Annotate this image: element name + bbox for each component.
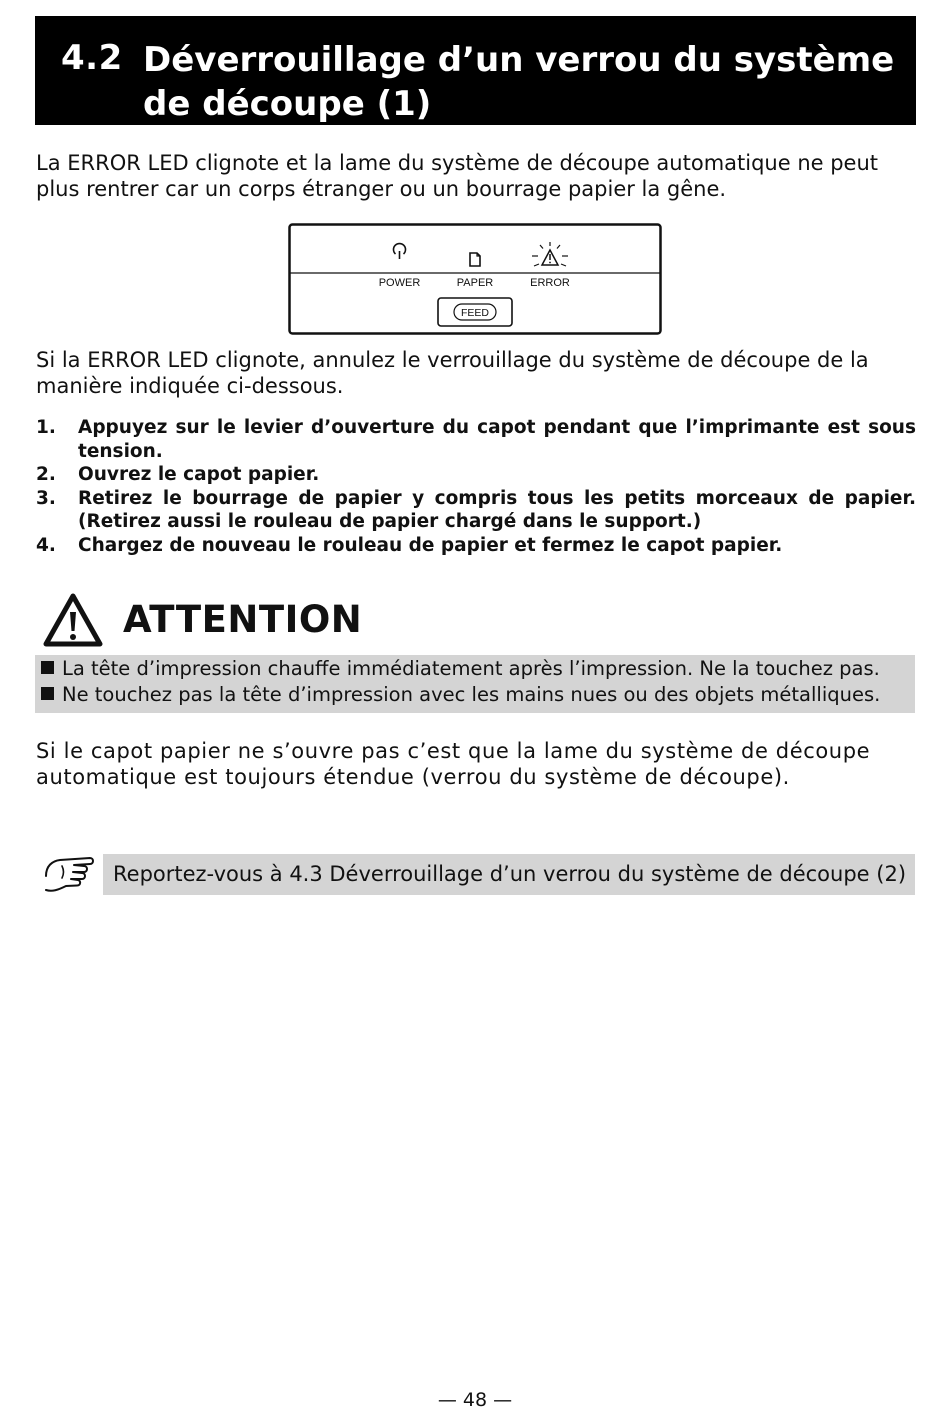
square-bullet-icon xyxy=(41,687,54,700)
section-number: 4.2 xyxy=(61,38,123,78)
reference-text: Reportez-vous à 4.3 Déverrouillage d’un verrou du système de découpe (2) xyxy=(113,862,907,886)
control-panel-illustration xyxy=(288,223,662,335)
step-text: Ouvrez le capot papier. xyxy=(78,464,320,485)
section-title: Déverrouillage d’un verrou du système de découpe (1) xyxy=(143,40,895,124)
step-item xyxy=(36,463,916,487)
note-paragraph: Si le capot papier ne s’ouvre pas c’est que la lame du système de découpe automatique est toujours étendue (verrou du système de découpe). xyxy=(36,739,871,789)
reference-box xyxy=(103,854,915,895)
intro-paragraph: La ERROR LED clignote et la lame du système de découpe automatique ne peut plus rentrer car un corps étranger ou un bourrage papier la gêne. xyxy=(36,151,879,201)
steps-list xyxy=(36,416,916,557)
attention-title: ATTENTION xyxy=(123,598,363,641)
square-bullet-icon xyxy=(41,661,54,674)
step-item xyxy=(36,416,916,463)
instruction-paragraph: Si la ERROR LED clignote, annulez le verrouillage du système de découpe de la manière indiquée ci-dessous. xyxy=(36,348,869,398)
feed-button xyxy=(438,298,512,326)
caution-text: Ne touchez pas la tête d’impression avec les mains nues ou des objets métalliques. xyxy=(62,683,881,706)
section-header xyxy=(35,16,916,125)
page-number: — 48 — xyxy=(437,1389,513,1411)
warning-triangle-icon xyxy=(42,592,104,648)
step-text: Retirez le bourrage de papier y compris tous les petits morceaux de papier. (Retirez aussi le rouleau de papier chargé dans le support.) xyxy=(78,487,916,532)
paper-label: PAPER xyxy=(456,277,494,289)
feed-button-label: FEED xyxy=(460,307,490,319)
caution-item xyxy=(41,657,880,681)
step-item xyxy=(36,487,916,534)
step-number: 3. xyxy=(36,487,56,509)
power-label: POWER xyxy=(378,277,421,289)
pointing-hand-icon xyxy=(40,854,96,898)
step-number: 1. xyxy=(36,417,56,438)
caution-box xyxy=(35,655,915,713)
printer-control-panel xyxy=(288,223,662,335)
step-item xyxy=(36,534,916,558)
caution-text: La tête d’impression chauffe immédiatement après l’impression. Ne la touchez pas. xyxy=(62,657,880,680)
step-number: 2. xyxy=(36,464,56,485)
caution-item xyxy=(41,683,880,707)
error-label: ERROR xyxy=(530,277,570,289)
step-text: Appuyez sur le levier d’ouverture du capot pendant que l’imprimante est sous tension. xyxy=(78,417,916,462)
step-number: 4. xyxy=(36,534,56,556)
step-text: Chargez de nouveau le rouleau de papier et fermez le capot papier. xyxy=(78,534,783,556)
